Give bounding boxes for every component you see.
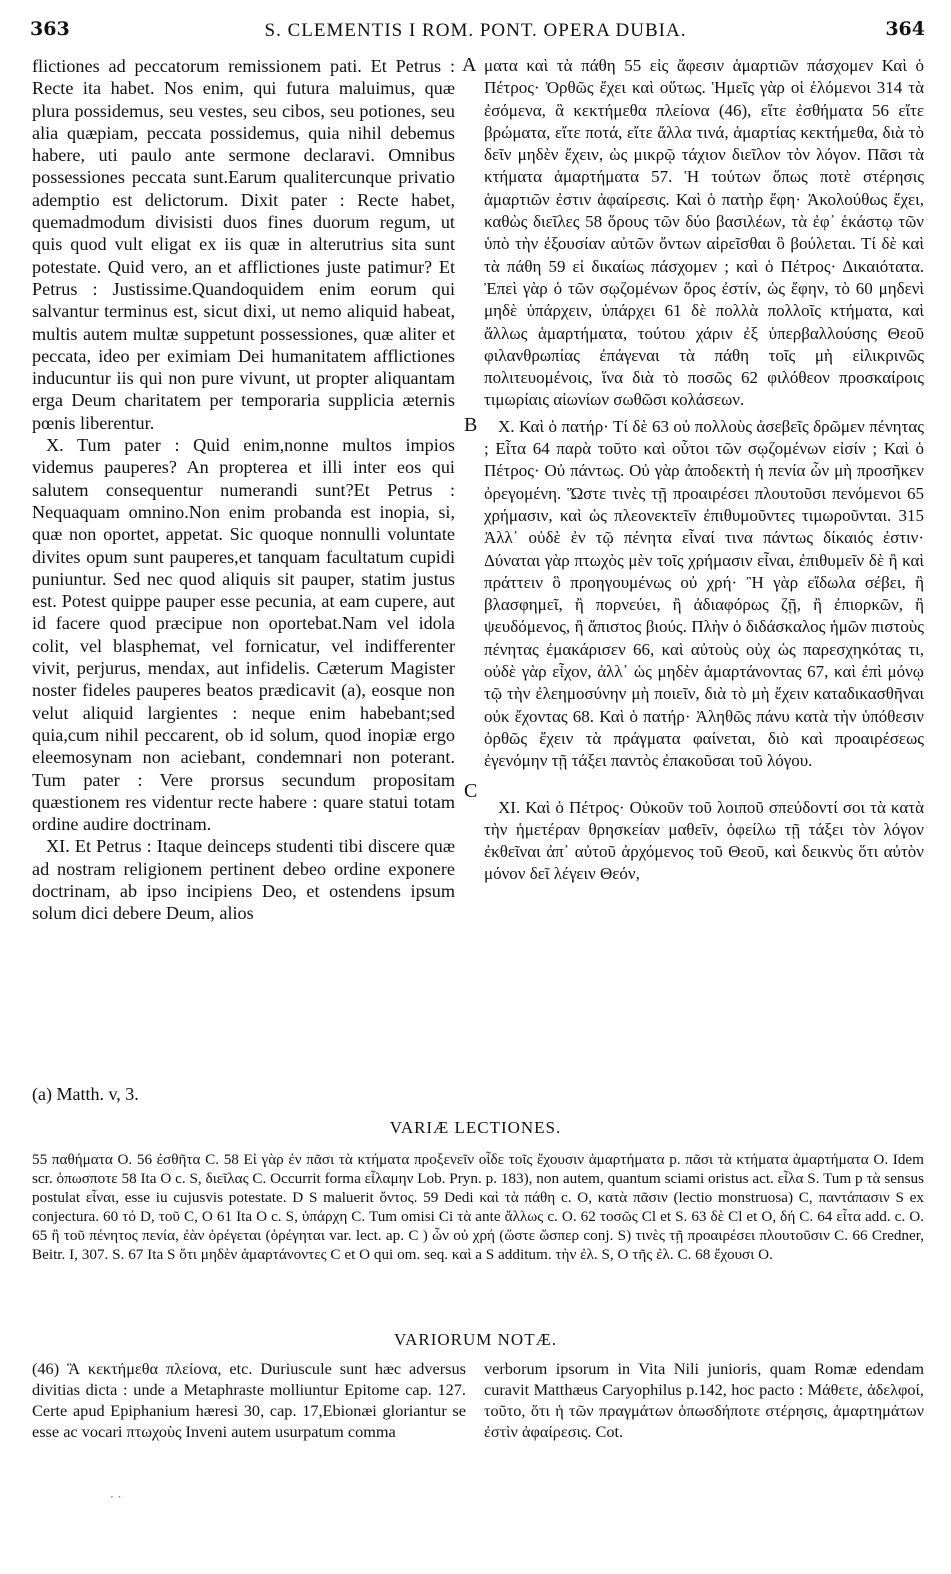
variorum-notae-heading: VARIORUM NOTÆ.	[394, 1330, 557, 1349]
greek-paragraph: ματα καὶ τὰ πάθη 55 εἰς ἄφεσιν ἁμαρτιῶν πάσχομεν Καὶ ὁ Πέτρος· Ὀρθῶς ἔχει καὶ οὕτως. Ἡμεῖς γὰρ οἱ ἑλόμενοι 314 τὰ ἐσόμενα, ἃ κεκτήμεθα πλείονα (46), εἴτε ἐσθήματα 56 εἴτε βρώματα, εἴτε ποτά, εἴτε ἄλλα τινά, ἁμαρτίας κεκτήμεθα, διὰ τὸ δεῖν μηδὲν ἔχειν, ὡς μικρῷ τάχιον διεῖλον τὸν λόγον. Πᾶσι τὰ κτήματα ἁμαρτήματα 57. Ἡ τούτων ὅπως ποτὲ στέρησις ἁμαρτιῶν ἐστιν ἀφαίρεσις. Καὶ ὁ πατὴρ ἔφη· Ἀκολούθως ἔχει, καθὼς διεῖλες 58 ὅρους τῶν δύο βασιλέων, τὰ ἐφ᾽ ἑκάστῳ τῶν ὑπὸ τὴν ἐξουσίαν αὐτῶν ὄντων αἱρεῖσθαι ὃ βούλεται. Τί δὲ καὶ τὰ πάθη 59 εἰ δικαίως πάσχομεν ; καὶ ὁ Πέτρος· Δικαιότατα. Ἐπεὶ γὰρ ὁ τῶν σῳζομένων ὅρος ἐστίν, ὡς ἔφην, τὸ 60 μηδενὶ μηδὲ ὑπάρχειν, ὑπάρχει 61 δὲ πολλὰ πολλοῖς κτήματα, καὶ ἄλλως ἁμαρτήματα, τούτου χάριν ἐξ ὑπερβαλλούσης Θεοῦ φιλανθρωπίας ἐπάγεναι τὰ πάθη τοῖς μὴ εἰλικρινῶς πολιτευομένοις, ἵνα διὰ τὸ ποσῶς 62 φιλόθεον προσκαίροις τιμωρίαις αἰωνίων σωθῶσι κολάσεων.	[484, 56, 924, 410]
variae-lectiones-text: 55 παθήματα O. 56 ἐσθῆτα C. 58 Εἰ γὰρ ἐν πᾶσι τὰ κτήματα προξενεῖν οἶδε τοῖς ἔχουσιν ἁμαρτήματα p. πᾶσι τὰ κτήματα ἁμαρτήματα O. Idem scr. ὁπωσποτε 58 Ita O c. S, διεῖλας C. Occurrit forma εἶλαμην Lob. Pryn. p. 183), non autem, quantum sciami oristus act. εἶλα S. Tum p τὰ sensus postulat εἶναι, esse iu cujusvis potestate. D S maluerit ὄντος. 59 Dedi καὶ τὰ πάθη c. O, κατὰ πᾶσιν (lectio monstruosa) C, παντάπασιν S ex conjectura. 60 τό D, τοῦ C, O 61 Ita O c. S, ὑπάρχη C. Tum omisi Ci τὰ ante ἄλλως c. O. 62 τοσῶς Cl et S. 63 δὲ Cl et O, δή C. 64 εἶτα add. c. O. 65 ἢ τοῦ πένητος πενία, ἐὰν ὀρέγεται (ὀρέγηται var. lect. ap. C ) ὧν οὐ χρή (ὥστε ὥσπερ conj. S) τινὲς τῇ προαιρέσει πλουτοῦσιν C. 66 Credner, Beitr. I, 307. S. 67 Ita S ὅτι μηδὲν ἁμαρτάνοντες C et O qui om. seq. καὶ a S additum. τὴν ἐλ. S, O τῆς ἐλ. C. 68 ἔχουσι O.	[32, 1151, 924, 1263]
greek-paragraph: X. Καὶ ὁ πατήρ· Τί δὲ 63 οὐ πολλοὺς ἀσεβεῖς δρῶμεν πένητας ; Εἶτα 64 παρὰ τοῦτο καὶ οὗτοι τῶν σῳζομένων εἰσίν ; Καὶ ὁ Πέτρος· Οὐ πάντως. Οὐ γὰρ ἀποδεκτὴ ἡ πενία ὧν μὴ προσῆκεν ὀρεγομένη. Ὥστε τινὲς τῇ προαιρέσει πλουτοῦσι πενόμενοι 65 χρήμασιν, καὶ ὡς πλεονεκτεῖν ἐπιθυμοῦντες τιμωροῦνται. 315 Ἀλλ᾽ οὐδὲ ἐν τῷ πένητα εἶναί τινα πάντως δίκαιός ἐστιν· Δύναται γὰρ πτωχὸς μὲν τοῖς χρήμασιν εἶναι, ἐπιθυμεῖν δὲ ἢ καὶ πράττειν ὃ προηγουμένως οὐ χρή· Ἢ γὰρ εἴδωλα σέβει, ἢ βλασφημεῖ, ἢ πορνεύει, ἢ ἀδιαφόρως ζῇ, ἢ ἐπιορκῶν, ἢ ψευδόμενος, ἢ ἄπιστος βιούς. Πλὴν ὁ διδάσκαλος ἡμῶν πιστοὺς πένητας ἐμακάρισεν 66, καὶ αὐτοὺς οὐχ ὡς παρεσχηκότας τι, οὐδὲ γὰρ εἶχον, ἀλλ᾽ ὡς μηδὲν ἁμαρτάνοντας 67, καὶ ἐπὶ μόνῳ τῷ τὴν ἐλεημοσύνην μὴ ποιεῖν, διὰ τὸ μὴ ἔχειν καταδικασθῆναι οὐκ ἔχοντας 68. Καὶ ὁ πατήρ· Ἀληθῶς πάνυ κατὰ τὴν ὑπόθεσιν ὀρθῶς ἔχειν τὰ πράγματα φαίνεται, διὸ καὶ προαιρέσεως ἐγενόμην τῇ τάξει παντὸς ἐπακοῦσαι τοῦ λόγου.	[484, 416, 924, 771]
latin-paragraph: XI. Et Petrus : Itaque deinceps studenti tibi discere quæ ad nostram religionem pertinent debeo ordine exponere doctrinam, ab ipso incipiens Deo, et ostendens ipsum solum dici debere Deum, alios	[32, 836, 455, 924]
latin-paragraph: X. Tum pater : Quid enim,nonne multos impios videmus pauperes? An propterea et illi inter eos qui salutem consequentur numerandi sunt?Et Petrus : Nequaquam omnino.Non enim probanda est inopia, si, quæ non oportet, appetat. Sic quoque nonnulli voluntate divites opum sunt pauperes,et tanquam facultatum cupidi puniuntur. Sed nec quod aliquis sit pauper, statim justus est. Potest quippe pauper esse pecunia, at eam cupere, aut id facere quod præcipue non oportebat.Nam vel idola colit, vel blasphemat, vel fornicatur, vel indifferenter vivit, perjurus, mendax, aut infidelis. Cæterum Magister noster fideles pauperes beatos prædicavit (a), eosque non velut aliquid largientes : neque enim habebant;sed quia,cum nihil peccarent, ob id solum, quod inopiæ ergo eleemosynam non aciebant, condemnari non poterant. Tum pater : Vere prorsus secundum propositam quæstionem res videntur recte habere : quare statui totam ordine audire doctrinam.	[32, 435, 455, 835]
variorum-notae-left: (46) Ἃ κεκτήμεθα πλείονα, etc. Duriuscule sunt hæc adversus divitias dicta : unde a Metaphraste molliuntur Epitome cap. 127. Certe apud Epiphanium hæresi 30, cap. 17,Ebionæi gloriantur se esse ac vocari πτωχοὺς Inveni autem usurpatum comma	[32, 1359, 466, 1441]
page-header	[0, 18, 951, 52]
page-number-right: 364	[885, 18, 925, 40]
margin-letter-c: C	[464, 780, 478, 802]
margin-letter-a: A	[462, 54, 477, 76]
variae-lectiones-heading: VARIÆ LECTIONES.	[389, 1118, 562, 1137]
latin-paragraph: flictiones ad peccatorum remissionem pati. Et Petrus : Recte ita habet. Nos enim, qui futura maluimus, quæ plura possidemus, seu vestes, seu cibos, seu potiones, seu alia quæpiam, peccata possidemus, quia nihil debemus habere, uti paulo ante sermone declaravi. Omnibus possessiones peccata sunt.Earum qualitercunque privatio ademptio est delictorum. Dixit pater : Recte habet, quemadmodum divisisti duos fines duorum regum, ut quis quod vult eligat ex iis quæ in alterutrius sita sunt potestate. Quid vero, an et afflictiones juste patimur? Et Petrus : Justissime.Quandoquidem enim eorum qui salvantur terminus est, sicut dixi, ut nemo aliquid habeat, multis autem multæ suppetunt possessiones, quæ aliter et peccata, ideo per eximiam Dei humanitatem afflictiones inducuntur iis qui non pure vivunt, ut propter aliquantam erga Deum charitatem per temporaria supplicia æternis pœnis liberentur.	[32, 56, 455, 433]
variorum-notae-right: verborum ipsorum in Vita Nili junioris, quam Romæ edendam curavit Matthæus Caryophilus p.142, hoc pacto : Μάθετε, ἀδελφοί, τοῦτο, ὅτι ἡ τῶν πραγμάτων ὁπωσδήποτε στέρησις, ἁμαρτημάτων ἐστὶν ἀφαίρεσις. Cot.	[484, 1359, 924, 1441]
footnote: (a) Matth. v, 3.	[32, 1084, 139, 1104]
greek-paragraph: XI. Καὶ ὁ Πέτρος· Οὐκοῦν τοῦ λοιποῦ σπεύδοντί σοι τὰ κατὰ τὴν ἡμετέραν θρησκείαν μαθεῖν, ὀφείλω τῇ τάξει τὸν λόγον ἐκθεῖναι ἀπ᾽ αὐτοῦ ἀρχόμενος τοῦ Θεοῦ, καὶ δεικνὺς ὅτι αὐτὸν μόνον δεῖ λέγειν Θεόν,	[484, 797, 924, 884]
greek-column	[484, 55, 924, 886]
latin-column	[32, 55, 455, 925]
page-number-left: 363	[30, 18, 70, 40]
margin-letter-b: B	[464, 414, 478, 436]
running-title: S. CLEMENTIS I ROM. PONT. OPERA DUBIA.	[264, 20, 687, 41]
print-marks: · ·	[110, 1490, 122, 1504]
